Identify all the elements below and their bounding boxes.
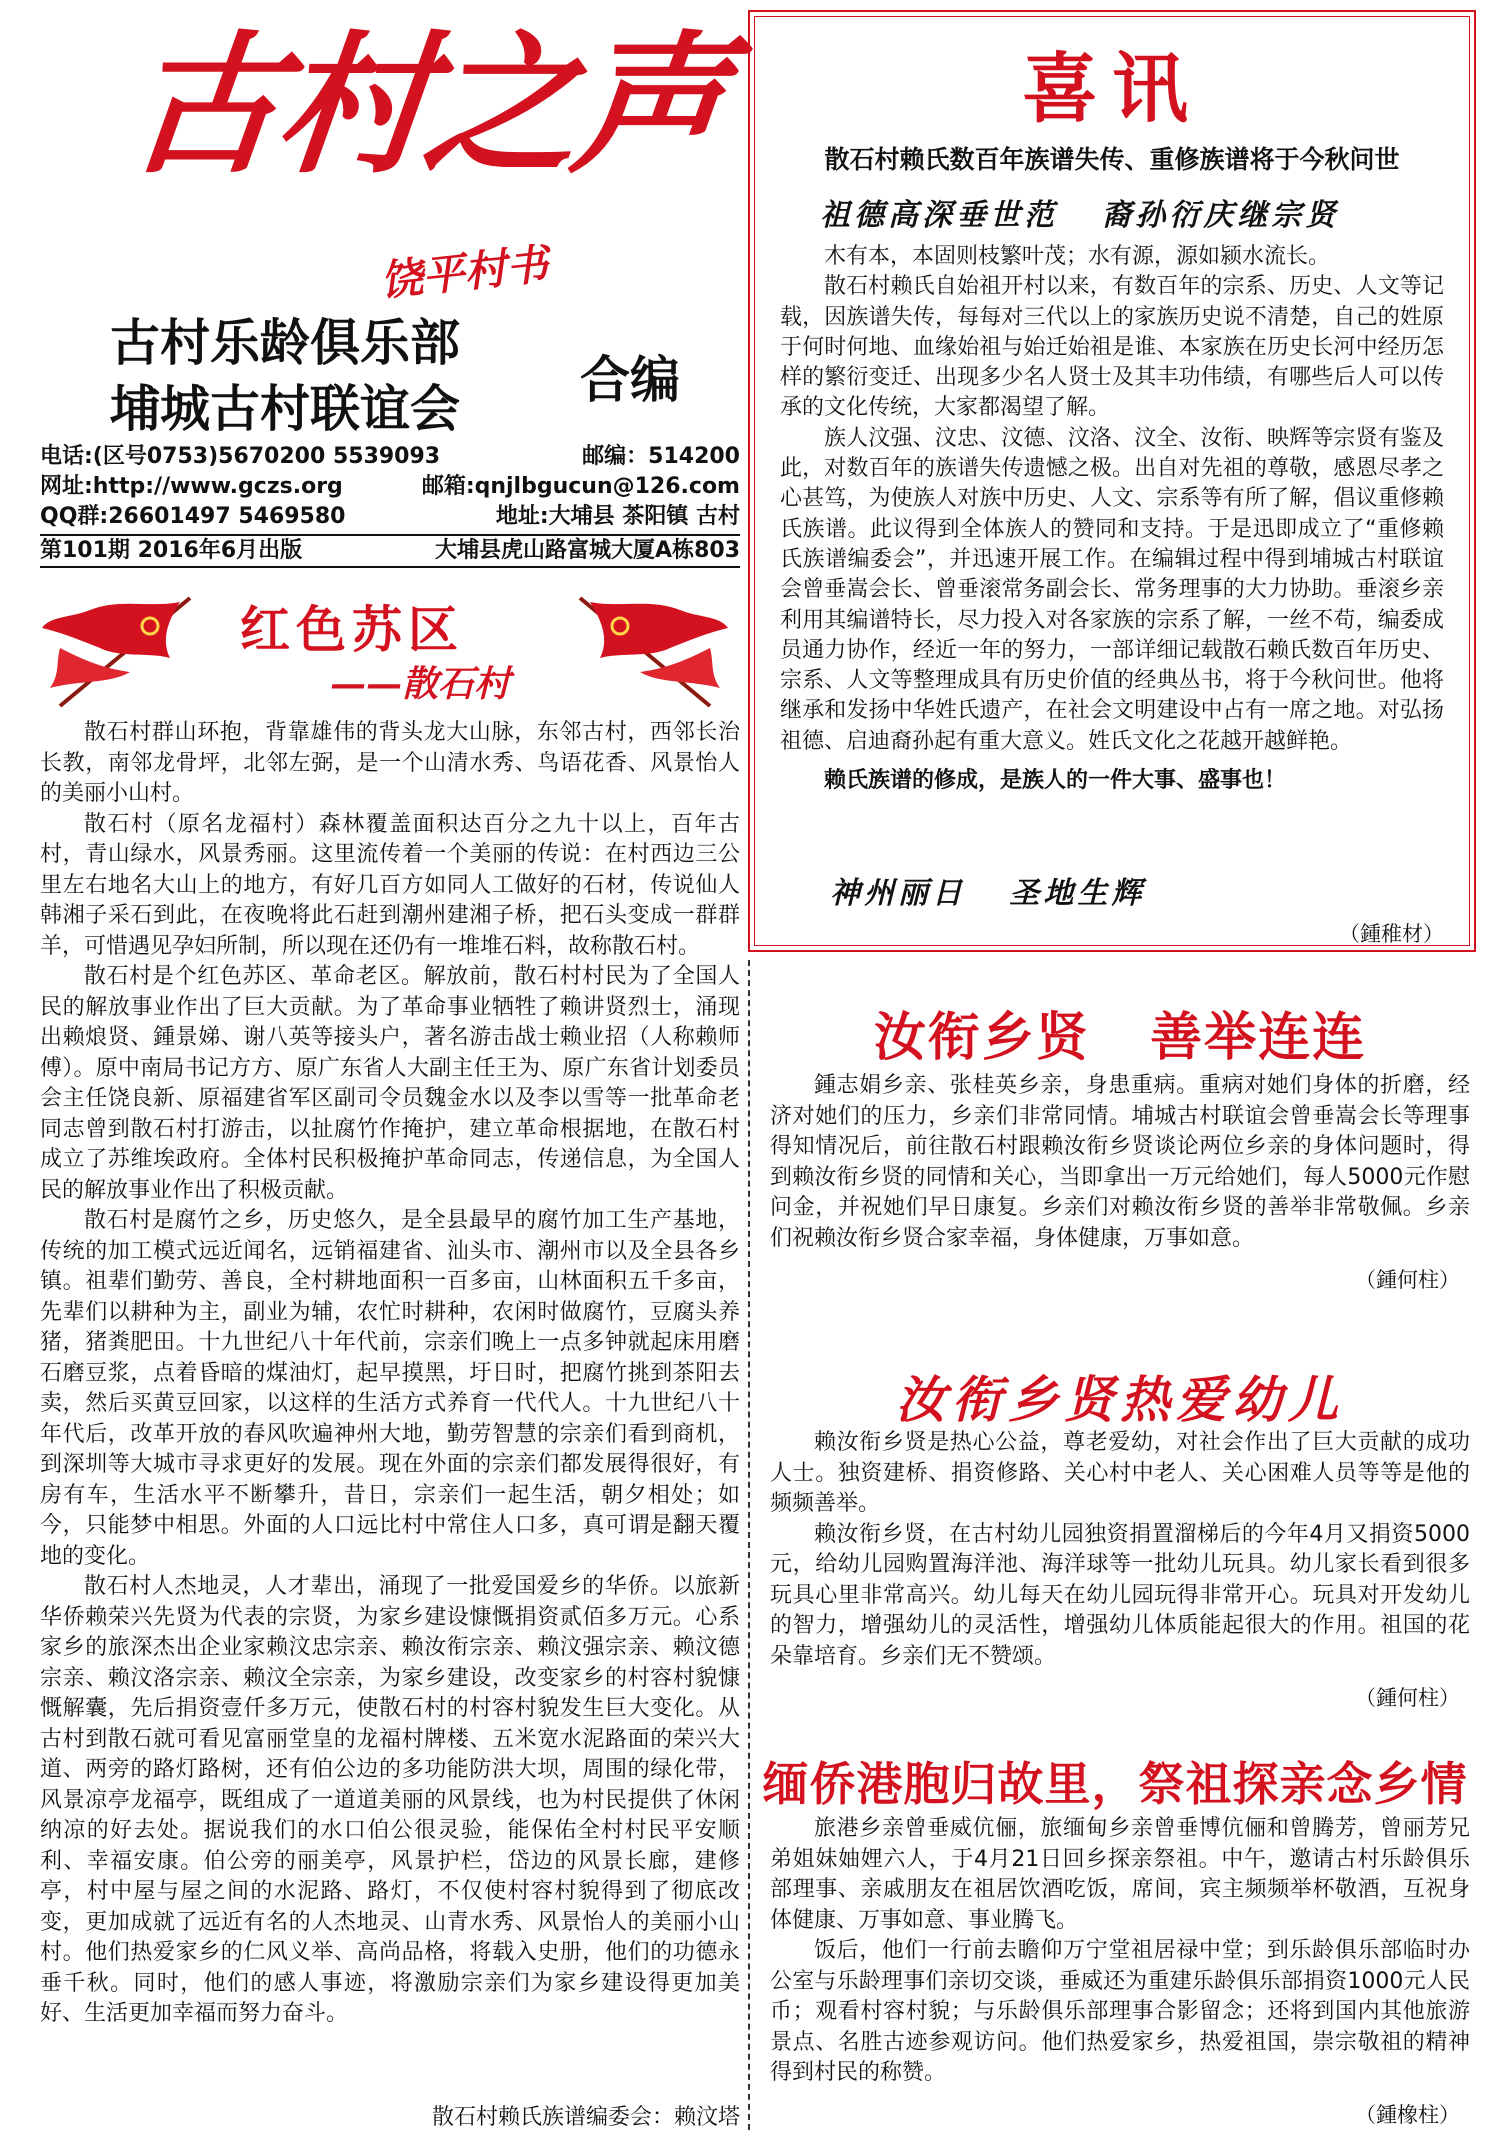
club-name-2: 埔城古村联谊会 xyxy=(110,379,460,438)
good-news-author: （鍾稚材） xyxy=(1339,922,1444,946)
joint-edit-label: 合编 xyxy=(580,350,680,409)
good-news-title: 喜讯 xyxy=(1022,44,1202,133)
red-section-title: 红色苏区 xyxy=(240,600,464,659)
red-flag-left-icon xyxy=(40,588,210,708)
red-paragraph-1: 散石村群山环抱，背靠雄伟的背头龙大山脉，东邻古村，西邻长治长教，南邻龙骨坪，北邻左弼，是一个山清水秀、鸟语花香、风景怡人的美丽小山村。 xyxy=(40,720,740,806)
article-2-author: （鍾何柱） xyxy=(1355,1686,1460,1710)
website: 网址:http://www.gczs.org xyxy=(40,474,343,499)
article-overseas-return xyxy=(762,1748,1470,2129)
masthead xyxy=(40,15,740,563)
article-3-title: 缅侨港胞归故里，祭祖探亲念乡情 xyxy=(762,1757,1468,1811)
address-2: 大埔县虎山路富城大厦A栋803 xyxy=(435,538,740,563)
red-paragraph-4: 散石村是腐竹之乡，历史悠久，是全县最早的腐竹加工生产基地，传统的加工模式远近闻名，远销福建省、汕头市、潮州市以及全县各乡镇。祖辈们勤劳、善良，全村耕地面积一百多亩，山林面积五千多亩，先辈们以耕种为主，副业为辅，农忙时耕种，农闲时做腐竹，豆腐头养猪，猪粪肥田。十九世纪八十年代前，宗亲们晚上一点多钟就起床用磨石磨豆浆，点着昏暗的煤油灯，起早摸黑，圩日时，把腐竹挑到茶阳去卖，然后买黄豆回家，以这样的生活方式养育一代代人。十九世纪八十年代后，改革开放的春风吹遍神州大地，勤劳智慧的宗亲们看到商机，到深圳等大城市寻求更好的发展。现在外面的宗亲们都发展得很好，有房有车，生活水平不断攀升，昔日，宗亲们一起生活，朝夕相处；如今，只能梦中相思。外面的人口远比村中常住人口多，真可谓是翻天覆地的变化。 xyxy=(40,1208,740,1569)
news-paragraph-2: 散石村赖氏自始祖开村以来，有数百年的宗系、历史、人文等记载，因族谱失传，每每对三代以上的家族历史说不清楚，自己的姓原于何时何地、血缘始祖与始迁始祖是谁、本家族在历史长河中经历怎样的繁衍变迁、出现多少名人贤士及其丰功伟绩，有哪些后人可以传承的文化传统，大家都渴望了解。 xyxy=(780,274,1444,421)
red-paragraph-2: 散石村（原名龙福村）森林覆盖面积达百分之九十以上，百年古村，青山绿水，风景秀丽。这里流传着一个美丽的传说：在村西边三公里左右地名大山上的地方，有好几百方如同人工做好的石材，传说仙人韩湘子采石到此，在夜晚将此石赶到潮州建湘子桥，把石头变成一群群羊，可惜遇见孕妇所制，所以现在还仍有一堆堆石料，故称散石村。 xyxy=(40,811,740,959)
article-1-paragraph-1: 鍾志娟乡亲、张桂英乡亲，身患重病。重病对她们身体的折磨，经济对她们的压力，乡亲们非常同情。埔城古村联谊会曾垂嵩会长等理事得知情况后，前往散石村跟赖汝衔乡贤谈论两位乡亲的身体问题时，得到赖汝衔乡贤的同情和关心，当即拿出一万元给她们，每人5000元作慰问金，并祝她们早日康复。乡亲们对赖汝衔乡贤的善举非常敬佩。乡亲们祝赖汝衔乡贤合家幸福，身体健康，万事如意。 xyxy=(770,1073,1470,1251)
news-closing: 赖氏族谱的修成，是族人的一件大事、盛事也！ xyxy=(824,768,1287,794)
qq-group: QQ群:26601497 5469580 xyxy=(40,504,346,529)
red-section-body xyxy=(40,718,740,2030)
article-good-deeds xyxy=(770,995,1470,1294)
info-line-qq xyxy=(40,502,740,532)
info-line-web xyxy=(40,472,740,502)
good-news-subtitle: 散石村赖氏数百年族谱失传、重修族谱将于今秋问世 xyxy=(824,145,1400,174)
article-1-title: 汝衔乡贤 善举连连 xyxy=(873,1007,1367,1068)
email: 邮箱:qnjlbgucun@126.com xyxy=(421,474,740,499)
address-1: 地址:大埔县 茶阳镇 古村 xyxy=(495,504,740,529)
red-paragraph-3: 散石村是个红色苏区、革命老区。解放前，散石村村民为了全国人民的解放事业作出了巨大贡献。为了革命事业牺牲了赖讲贤烈士，涌现出赖烺贤、鍾景娣、谢八英等接头户，著名游击战士赖业招（人称赖师傅）。原中南局书记方方、原广东省人大副主任王为、原广东省计划委员会主任饶良新、原福建省军区副司令员魏金水以及李以雪等一批革命老同志曾到散石村打游击，以扯腐竹作掩护，建立革命根据地，在散石村成立了苏维埃政府。全体村民积极掩护革命同志，传递信息，为全国人民的解放事业作出了积极贡献。 xyxy=(40,964,740,1203)
news-paragraph-1: 木有本，本固则枝繁叶茂；水有源，源如颍水流长。 xyxy=(824,244,1331,269)
calligraphy-signature: 饶平村书 xyxy=(378,239,551,306)
article-1-author: （鍾何柱） xyxy=(1355,1268,1460,1292)
red-section-signature: 散石村赖氏族谱编委会：赖汶塔 xyxy=(431,2105,740,2130)
article-3-author: （鍾橡柱） xyxy=(1355,2102,1460,2127)
good-news-motto-top: 祖德高深垂世范 裔孙衍庆继宗贤 xyxy=(820,198,1340,233)
article-3-paragraph-1: 旅港乡亲曾垂威伉俪，旅缅甸乡亲曾垂博伉俪和曾腾芳，曾丽芳兄弟姐妹妯娌六人，于4月21日回乡探亲祭祖。中午，邀请古村乐龄俱乐部理事、亲戚朋友在祖居饮酒吃饭，席间，宾主频频举杯敬酒，互祝身体健康、万事如意、事业腾飞。 xyxy=(770,1816,1470,1933)
newspaper-title: 古村之声 xyxy=(120,15,732,194)
news-paragraph-3: 族人汶强、汶忠、汶德、汶洛、汶全、汝衔、映辉等宗贤有鉴及此，对数百年的族谱失传遗憾之极。出自对先祖的尊敬，感恩尽孝之心甚笃，为使族人对族中历史、人文、宗系等有所了解，倡议重修赖氏族谱。此议得到全体族人的赞同和支持。于是迅即成立了“重修赖氏族谱编委会”，并迅速开展工作。在编辑过程中得到埔城古村联谊会曾垂嵩会长、曾垂滚常务副会长、常务理事的大力协助。垂滚乡亲利用其编谱特长，尽力投入对各家族的宗系了解，一丝不苟，编委成员通力协作，经近一年的努力，一部详细记载散石赖氏数百年历史、宗系、人文等整理成具有历史价值的经典丛书，将于今秋问世。他将继承和发扬中华姓氏遗产，在社会文明建设中占有一席之地。对弘扬祖德、启迪裔孙起有重大意义。姓氏文化之花越开越鲜艳。 xyxy=(780,425,1444,754)
club-names xyxy=(110,310,460,442)
info-line-phone xyxy=(40,442,740,472)
article-2-title: 汝衔乡贤热爱幼儿 xyxy=(896,1370,1344,1429)
column-divider xyxy=(748,960,750,2130)
phone: 电话:(区号0753)5670200 5539093 xyxy=(40,444,441,469)
red-flag-right-icon xyxy=(560,588,730,708)
red-paragraph-5: 散石村人杰地灵，人才辈出，涌现了一批爱国爱乡的华侨。以旅新华侨赖荣兴先贤为代表的宗贤，为家乡建设慷慨捐资贰佰多万元。心系家乡的旅深杰出企业家赖汶忠宗亲、赖汝衔宗亲、赖汶强宗亲、赖汶德宗亲、赖汶洛宗亲、赖汶全宗亲，为家乡建设，改变家乡的村容村貌慷慨解囊，先后捐资壹仟多万元，使散石村的村容村貌发生巨大变化。从古村到散石就可看见富丽堂皇的龙福村牌楼、五米宽水泥路面的荣兴大道、两旁的路灯路树，还有伯公边的多功能防洪大坝，周围的绿化带，风景凉亭龙福亭，既组成了一道道美丽的风景线，也为村民提供了休闲纳凉的好去处。据说我们的水口伯公很灵验，能保佑全村村民平安顺利、幸福安康。伯公旁的丽美亭，风景护栏，岱边的风景长廊，建修亭，村中屋与屋之间的水泥路、路灯，不仅使村容村貌得到了彻底改变，更加成就了远近有名的人杰地灵、山青水秀、风景怡人的美丽小山村。他们热爱家乡的仁风义举、高尚品格，将载入史册，他们的功德永垂千秋。同时，他们的感人事迹，将激励宗亲们为家乡建设得更加美好、生活更加幸福而努力奋斗。 xyxy=(40,1574,740,2026)
good-news-box xyxy=(748,10,1476,952)
good-news-motto-bottom: 神州丽日 圣地生辉 xyxy=(830,876,1146,911)
info-line-issue xyxy=(40,534,740,568)
club-name-1: 古村乐龄俱乐部 xyxy=(110,313,460,372)
red-section-subtitle: ——散石村 xyxy=(330,663,511,705)
postcode: 邮编：514200 xyxy=(582,444,740,469)
good-news-body xyxy=(780,242,1444,794)
issue-number: 第101期 2016年6月出版 xyxy=(40,538,303,563)
article-3-paragraph-2: 饭后，他们一行前去瞻仰万宁堂祖居禄中堂；到乐龄俱乐部临时办公室与乐龄理事们亲切交谈，垂威还为重建乐龄俱乐部捐资1000元人民币；观看村容村貌；与乐龄俱乐部理事合影留念；还将到国内其他旅游景点、名胜古迹参观访问。他们热爱家乡，热爱祖国，崇宗敬祖的精神得到村民的称赞。 xyxy=(770,1938,1470,2085)
red-section-header xyxy=(40,578,740,718)
article-2-paragraph-2: 赖汝衔乡贤，在古村幼儿园独资捐置溜梯后的今年4月又捐资5000元，给幼儿园购置海洋池、海洋球等一批幼儿玩具。幼儿家长看到很多玩具心里非常高兴。幼儿每天在幼儿园玩得非常开心。玩具对开发幼儿的智力，增强幼儿的灵活性，增强幼儿体质能起很大的作用。祖国的花朵靠培育。乡亲们无不赞颂。 xyxy=(770,1521,1470,1669)
article-loves-children xyxy=(770,1360,1470,1712)
contact-info xyxy=(40,442,740,568)
article-2-paragraph-1: 赖汝衔乡贤是热心公益，尊老爱幼，对社会作出了巨大贡献的成功人士。独资建桥、捐资修路、关心村中老人、关心困难人员等等是他的频频善举。 xyxy=(770,1430,1470,1516)
